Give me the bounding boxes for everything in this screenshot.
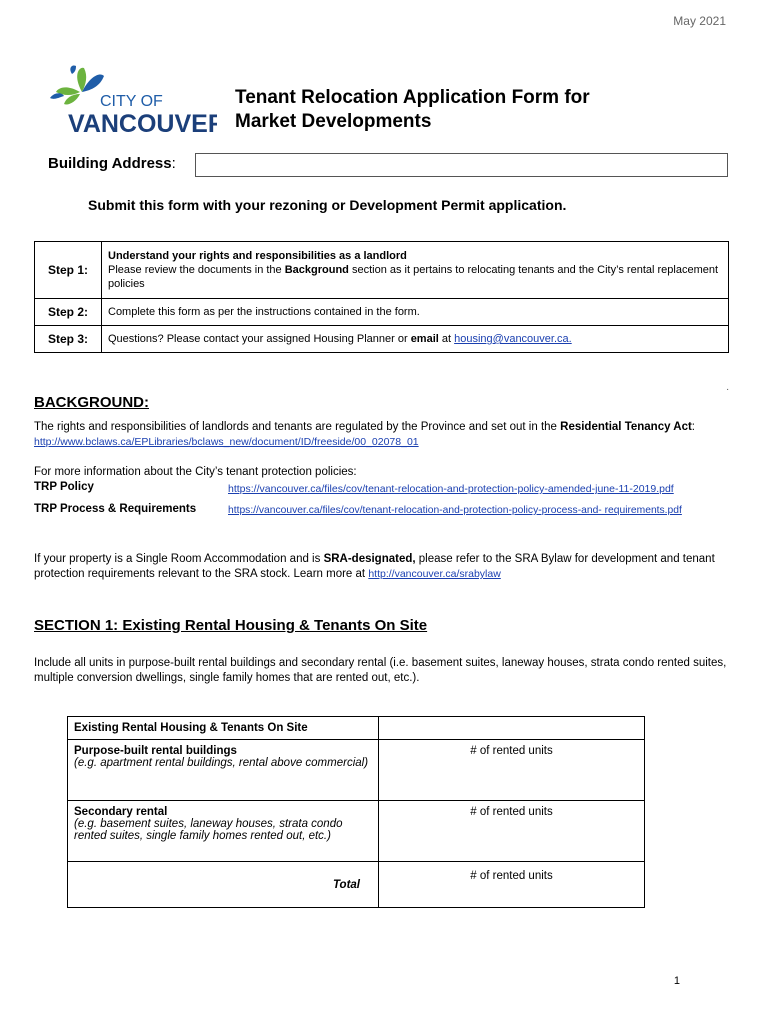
table-row bbox=[35, 326, 729, 353]
submit-instruction: Submit this form with your rezoning or Development Permit application. bbox=[88, 197, 567, 213]
step-label: Step 3: bbox=[35, 326, 102, 353]
city-of-vancouver-logo bbox=[42, 62, 217, 137]
table-row bbox=[68, 801, 645, 862]
total-units-input[interactable]: # of rented units bbox=[379, 862, 645, 908]
step-content: Questions? Please contact your assigned Housing Planner or email at housing@vancouver.ca. bbox=[102, 326, 729, 353]
section1-heading: SECTION 1: Existing Rental Housing & Tenants On Site bbox=[34, 617, 428, 634]
building-address-field[interactable] bbox=[195, 153, 728, 177]
table-row bbox=[35, 299, 729, 326]
stray-dot: . bbox=[726, 382, 729, 393]
step-label: Step 2: bbox=[35, 299, 102, 326]
step-content: Complete this form as per the instructions contained in the form. bbox=[102, 299, 729, 326]
row-label-cell: Purpose-built rental buildings (e.g. apartment rental buildings, rental above commercial) bbox=[68, 740, 379, 801]
logo-text-vancouver: VANCOUVER bbox=[68, 110, 217, 137]
rental-units-table bbox=[67, 716, 645, 908]
secondary-rental-units-input[interactable]: # of rented units bbox=[379, 801, 645, 862]
leaf-emblem-icon bbox=[50, 65, 104, 104]
table-row bbox=[68, 740, 645, 801]
sra-paragraph: If your property is a Single Room Accommodation and is SRA-designated, please refer to the SRA Bylaw for development and tenant protection requirements relevant to the SRA stock. Learn more at http://vancouver.ca/srabylaw bbox=[34, 553, 715, 580]
document-date: May 2021 bbox=[673, 14, 726, 28]
policies-intro: For more information about the City’s tenant protection policies: bbox=[34, 466, 357, 478]
section1-intro: Include all units in purpose-built rental buildings and secondary rental (i.e. basement suites, laneway houses, strata condo rented suites, multiple conversion dwellings, single family homes that are rented out, etc.). bbox=[34, 657, 727, 684]
purpose-built-units-input[interactable]: # of rented units bbox=[379, 740, 645, 801]
trp-process-label: TRP Process & Requirements bbox=[34, 503, 197, 515]
building-address-label: Building Address: bbox=[48, 155, 176, 172]
page-number: 1 bbox=[673, 975, 680, 987]
background-heading: BACKGROUND: bbox=[34, 394, 149, 411]
housing-email-link[interactable]: housing@vancouver.ca. bbox=[454, 333, 572, 345]
sra-bylaw-link[interactable]: http://vancouver.ca/srabylaw bbox=[368, 568, 501, 580]
table-row bbox=[68, 862, 645, 908]
page-title: Tenant Relocation Application Form for Market Developments bbox=[235, 87, 590, 132]
step-content: Understand your rights and responsibilities as a landlord Please review the documents in the Background section as it pertains to relocating tenants and the City’s rental replacement policies bbox=[102, 242, 729, 299]
step-label: Step 1: bbox=[35, 242, 102, 299]
trp-policy-link[interactable]: https://vancouver.ca/files/cov/tenant-relocation-and-protection-policy-amended-june-11-2019.pdf bbox=[228, 483, 674, 495]
table-header-cell: Existing Rental Housing & Tenants On Site bbox=[68, 717, 379, 740]
background-paragraph: The rights and responsibilities of landlords and tenants are regulated by the Province and set out in the Residential Tenancy Act: http://www.bclaws.ca/EPLibraries/bclaws_new/document/ID/freeside/00_02078_01 bbox=[34, 421, 695, 448]
bclaws-link[interactable]: http://www.bclaws.ca/EPLibraries/bclaws_new/document/ID/freeside/00_02078_01 bbox=[34, 436, 419, 448]
trp-policy-label: TRP Policy bbox=[34, 481, 94, 493]
table-row bbox=[68, 717, 645, 740]
logo-text-city-of: CITY OF bbox=[100, 93, 163, 110]
steps-table bbox=[34, 241, 729, 353]
table-row bbox=[35, 242, 729, 299]
row-label-cell: Secondary rental (e.g. basement suites, laneway houses, strata condo rented suites, single family homes rented out, etc.) bbox=[68, 801, 379, 862]
total-label-cell: Total bbox=[68, 862, 379, 908]
trp-process-link[interactable]: https://vancouver.ca/files/cov/tenant-relocation-and-protection-policy-process-and- requirements.pdf bbox=[228, 505, 682, 516]
table-header-empty-cell bbox=[379, 717, 645, 740]
